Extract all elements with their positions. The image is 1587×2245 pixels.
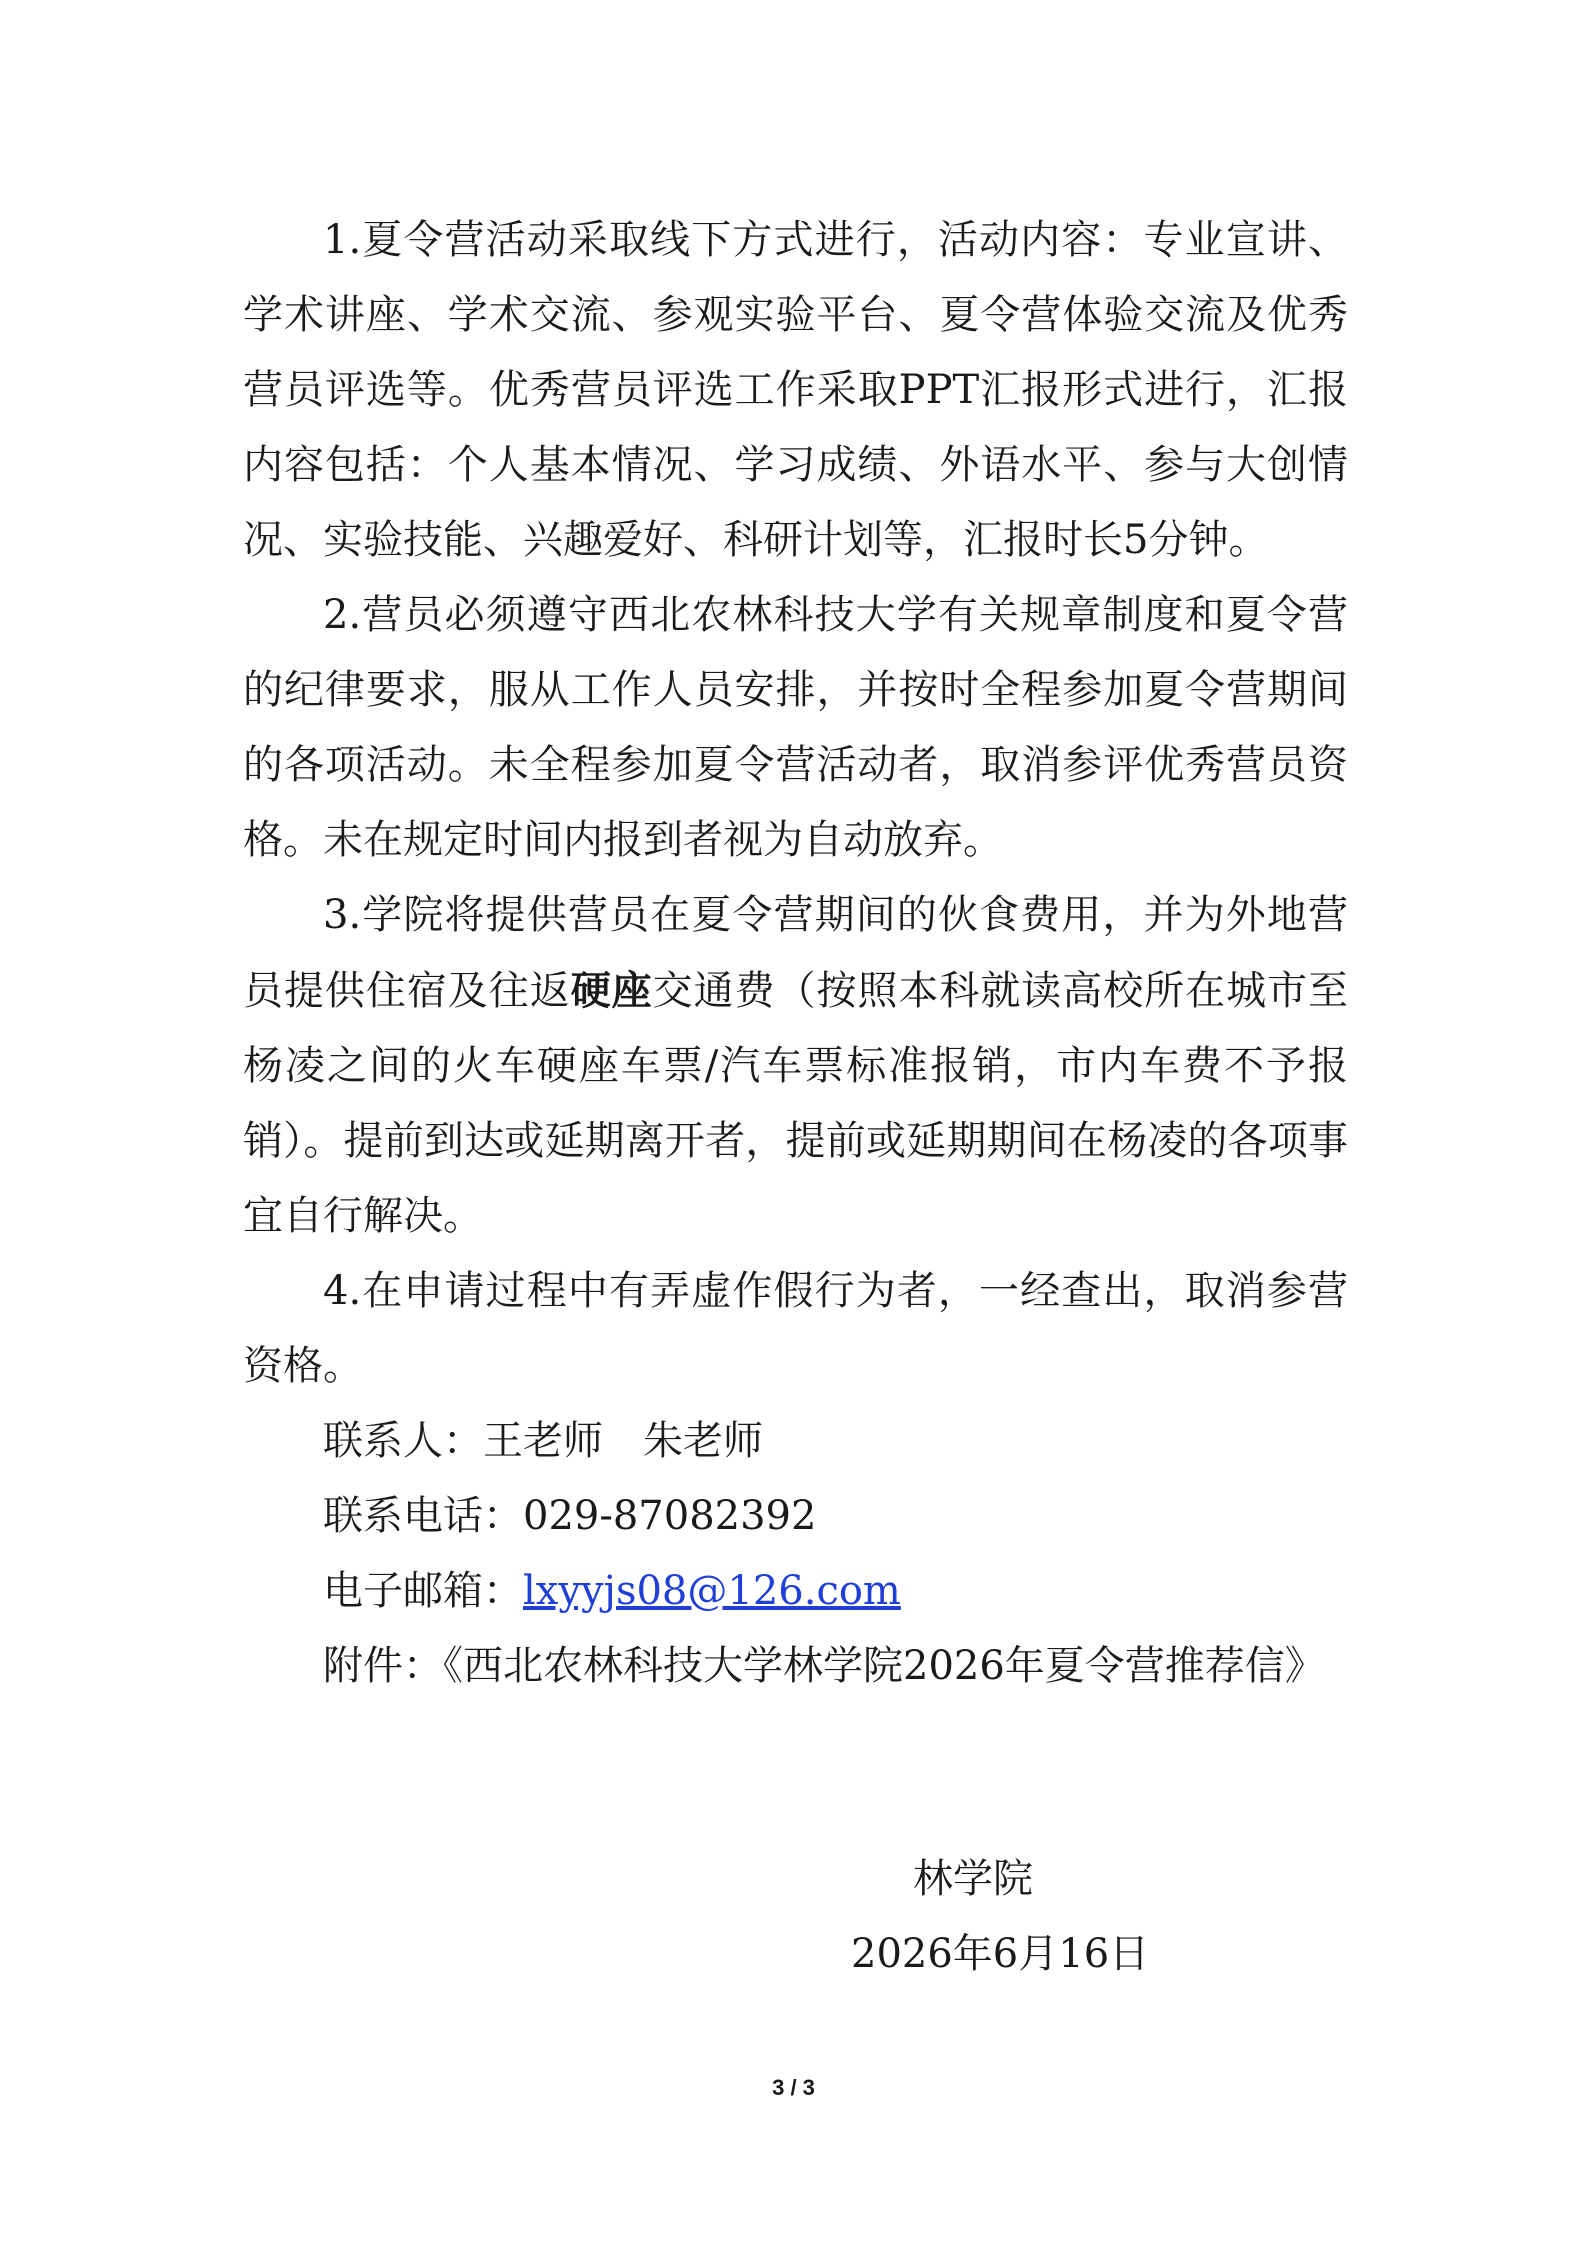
paragraph-rules: 2.营员必须遵守西北农林科技大学有关规章制度和夏令营的纪律要求，服从工作人员安排，并按时全程参加夏令营期间的各项活动。未全程参加夏令营活动者，取消参评优秀营员资格。未在规定时间内报到者视为自动放弃。 [243, 592, 1348, 863]
paragraph-activities: 1.夏令营活动采取线下方式进行，活动内容：专业宣讲、学术讲座、学术交流、参观实验平台、夏令营体验交流及优秀营员评选等。优秀营员评选工作采取PPT汇报形式进行，汇报内容包括：个人基本情况、学习成绩、外语水平、参与大创情况、实验技能、兴趣爱好、科研计划等，汇报时长5分钟。 [243, 217, 1348, 563]
attachment-line: 附件：《西北农林科技大学林学院2026年夏令营推荐信》 [323, 1643, 1325, 1689]
paragraph-integrity: 4.在申请过程中有弄虚作假行为者，一经查出，取消参营资格。 [243, 1268, 1348, 1389]
contact-phone: 联系电话：029-87082392 [323, 1493, 817, 1539]
document-body [243, 203, 1348, 1704]
paragraph-expenses [243, 878, 1348, 1254]
signature-org: 林学院 [913, 1856, 1033, 1902]
expenses-bold-term: 硬座 [570, 967, 653, 1014]
signature-date: 2026年6月16日 [851, 1931, 1150, 1977]
expenses-text-start: 3.学院将提供营员在夏令营期间的伙食费用，并为外地营员提供住宿及往返 [243, 892, 1348, 1014]
email-link[interactable]: lxyyjs08@126.com [523, 1568, 901, 1614]
contact-email-line [243, 1554, 1348, 1629]
expenses-text-end: 交通费（按照本科就读高校所在城市至杨凌之间的火车硬座车票/汽车票标准报销，市内车费不予报销）。提前到达或延期离开者，提前或延期期间在杨凌的各项事宜自行解决。 [243, 968, 1349, 1239]
email-label: 电子邮箱： [323, 1568, 523, 1614]
contact-person: 联系人：王老师 朱老师 [323, 1418, 763, 1464]
page-number: 3 / 3 [772, 2075, 815, 2100]
